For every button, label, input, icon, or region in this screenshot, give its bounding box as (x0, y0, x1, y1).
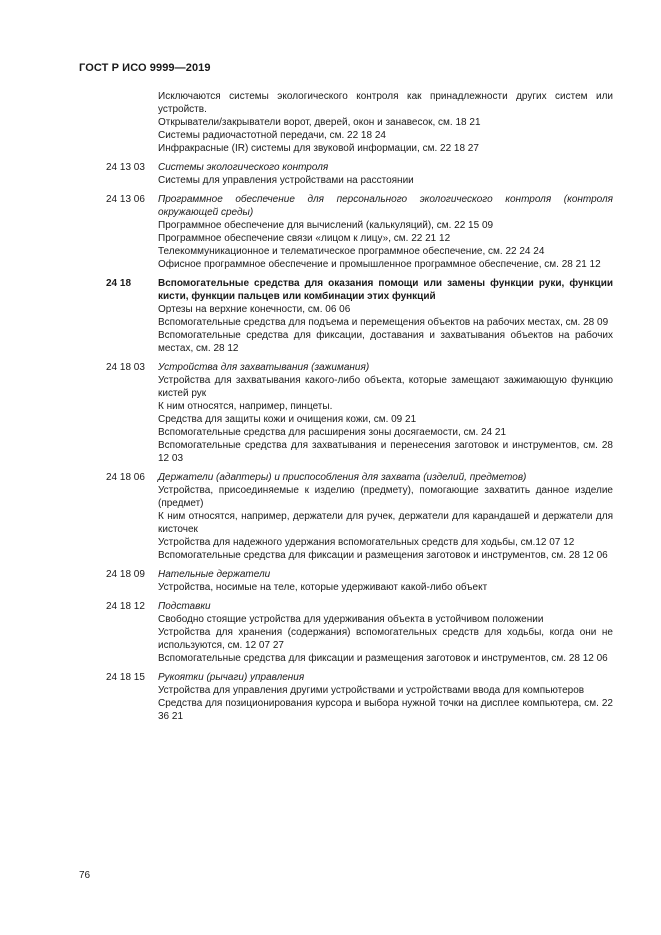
entry-line: Программное обеспечение для вычислений (калькуляций), см. 22 15 09 (158, 220, 494, 231)
classification-code: 24 18 (106, 278, 132, 289)
entry-line: Системы радиочастотной передачи, см. 22 18 24 (158, 130, 386, 141)
entry-line: Вспомогательные средства для фиксации и размещения заготовок и инструментов, см. 28 12 06 (158, 550, 608, 561)
entry-title: Держатели (адаптеры) и приспособления для захвата (изделий, предметов) (158, 472, 527, 483)
entry-title: Подставки (158, 601, 211, 612)
entry-line: Устройства, присоединяемые к изделию (предмету), помогающие захватить данное изделие (предмет) (158, 485, 613, 509)
entry-line: К ним относятся, например, держатели для ручек, держатели для карандашей и держатели для кисточек (158, 511, 613, 535)
classification-code: 24 13 03 (106, 162, 145, 173)
entry-line: Ортезы на верхние конечности, см. 06 06 (158, 304, 351, 315)
entry-body (158, 90, 613, 155)
entry-line: Программное обеспечение связи «лицом к лицу», см. 22 21 12 (158, 233, 451, 244)
entry-body (158, 161, 613, 187)
classification-code: 24 18 06 (106, 472, 145, 483)
entry-line: Инфракрасные (IR) системы для звуковой информации, см. 22 18 27 (158, 143, 479, 154)
classification-entry (0, 161, 661, 187)
entry-line: Системы для управления устройствами на расстоянии (158, 175, 414, 186)
entry-body (158, 600, 613, 665)
entry-line: Исключаются системы экологического контроля как принадлежности других систем или устройств. (158, 91, 613, 115)
entry-body (158, 471, 613, 562)
entry-line: Вспомогательные средства для расширения зоны досягаемости, см. 24 21 (158, 427, 507, 438)
entry-line: Устройства, носимые на теле, которые удерживают какой-либо объект (158, 582, 488, 593)
classification-code: 24 18 09 (106, 569, 145, 580)
entry-body (158, 671, 613, 723)
entry-body (158, 568, 613, 594)
entry-line: Устройства для хранения (содержания) вспомогательных средств для ходьбы, когда они не используются, см. 12 07 27 (158, 627, 613, 651)
document-header: ГОСТ Р ИСО 9999—2019 (79, 62, 211, 74)
classification-entry (0, 671, 661, 723)
classification-entry (0, 90, 661, 155)
entry-line: Вспомогательные средства для фиксации и размещения заготовок и инструментов, см. 28 12 06 (158, 653, 608, 664)
classification-code: 24 18 15 (106, 672, 145, 683)
classification-code: 24 18 12 (106, 601, 145, 612)
entry-line: Устройства для управления другими устройствами и устройствами ввода для компьютеров (158, 685, 585, 696)
classification-entry (0, 568, 661, 594)
entry-line: Вспомогательные средства для подъема и перемещения объектов на рабочих местах, см. 28 09 (158, 317, 609, 328)
entry-line: Средства для позиционирования курсора и выбора нужной точки на дисплее компьютера, см. 22 36 21 (158, 698, 613, 722)
entry-title: Вспомогательные средства для оказания помощи или замены функции руки, функции кисти, функции пальцев или комбинации этих функций (158, 278, 613, 302)
entry-line: Устройства для захватывания какого-либо объекта, которые замещают зажимающую функцию кистей рук (158, 375, 613, 399)
classification-code: 24 18 03 (106, 362, 145, 373)
entry-body (158, 193, 613, 271)
classification-entry (0, 471, 661, 562)
entry-title: Программное обеспечение для персонального экологического контроля (контроля окружающей среды) (158, 194, 613, 218)
entry-title: Нательные держатели (158, 569, 271, 580)
classification-entry (0, 600, 661, 665)
entry-line: К ним относятся, например, пинцеты. (158, 401, 333, 412)
classification-entry (0, 361, 661, 465)
classification-entry (0, 277, 661, 355)
entry-line: Устройства для надежного удержания вспомогательных средств для ходьбы, см.12 07 12 (158, 537, 575, 548)
entry-title: Системы экологического контроля (158, 162, 329, 173)
entry-line: Средства для защиты кожи и очищения кожи, см. 09 21 (158, 414, 417, 425)
entry-line: Вспомогательные средства для захватывания и перенесения заготовок и инструментов, см. 28 12 03 (158, 440, 613, 464)
entry-body (158, 277, 613, 355)
classification-code: 24 13 06 (106, 194, 145, 205)
entry-title: Рукоятки (рычаги) управления (158, 672, 305, 683)
entry-body (158, 361, 613, 465)
entry-line: Вспомогательные средства для фиксации, доставания и захватывания объектов на рабочих местах, см. 28 12 (158, 330, 613, 354)
classification-list (0, 90, 661, 729)
entry-line: Офисное программное обеспечение и промышленное программное обеспечение, см. 28 21 12 (158, 259, 601, 270)
entry-line: Телекоммуникационное и телематическое программное обеспечение, см. 22 24 24 (158, 246, 545, 257)
entry-title: Устройства для захватывания (зажимания) (158, 362, 370, 373)
page-number: 76 (79, 870, 91, 881)
entry-line: Свободно стоящие устройства для удерживания объекта в устойчивом положении (158, 614, 544, 625)
classification-entry (0, 193, 661, 271)
entry-line: Открыватели/закрыватели ворот, дверей, окон и занавесок, см. 18 21 (158, 117, 481, 128)
